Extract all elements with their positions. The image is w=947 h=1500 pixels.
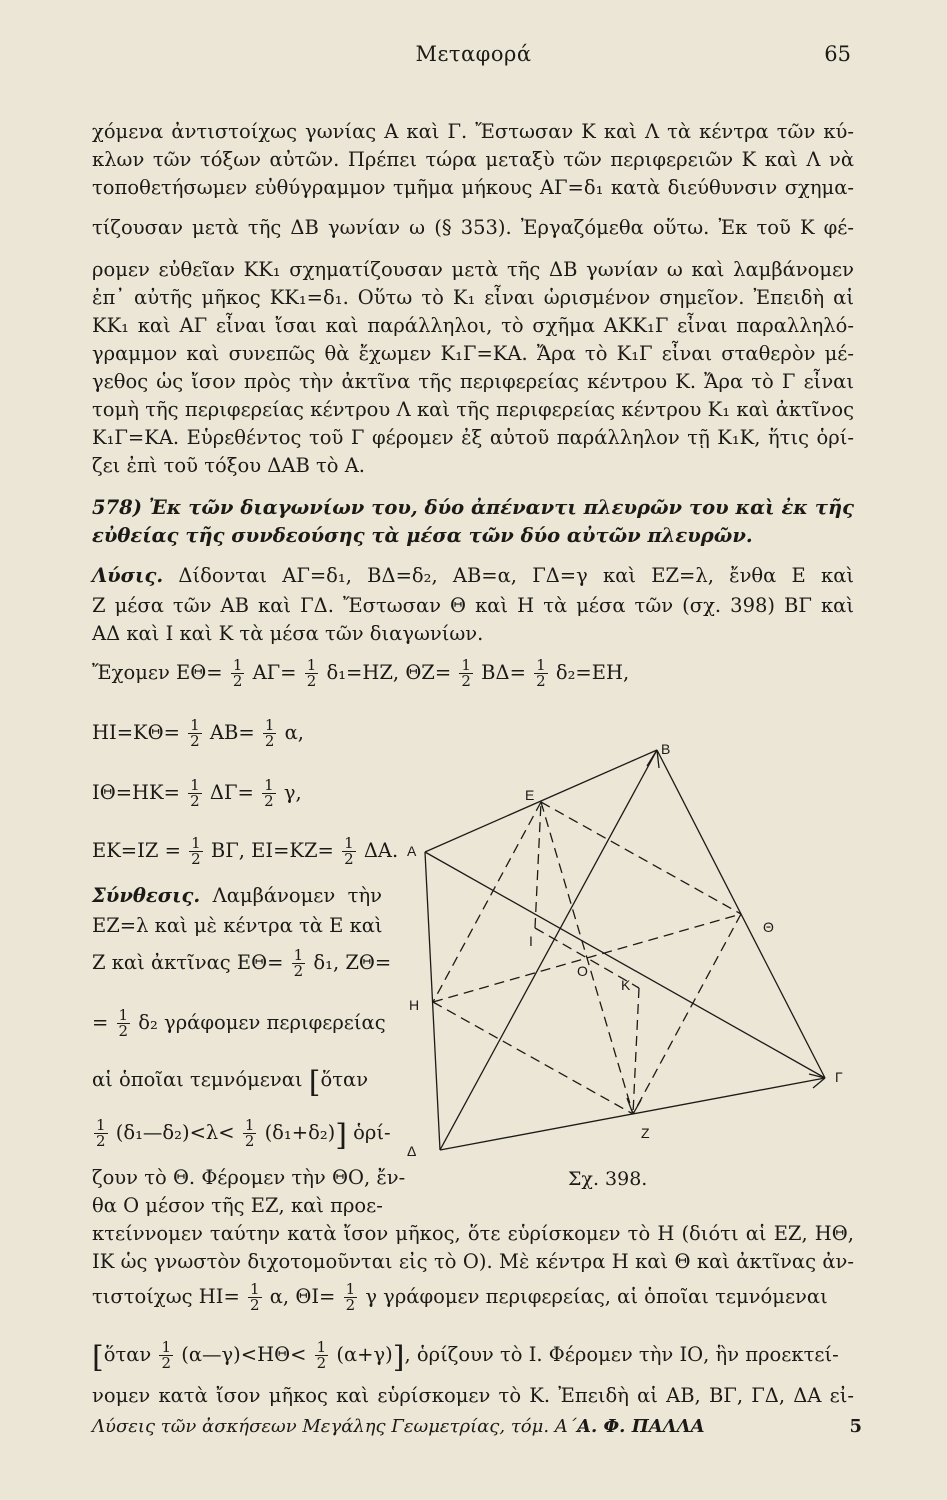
fraction-half: $\frac{1}{2}$ [118, 1006, 129, 1040]
eq-text: δ₂=ΕΗ, [555, 661, 630, 684]
text-line: Κ₁Γ=ΚΑ. Εὑρεθέντος τοῦ Γ φέρομεν ἐξ αὐτοῦ παράλληλον τῇ Κ₁Κ, ἥτις ὁρί- [92, 426, 854, 449]
text-line: νομεν κατὰ ἴσον μῆκος καὶ εὑρίσκομεν τὸ Κ. Ἐπειδὴ αἱ ΑΒ, ΒΓ, ΓΔ, ΔΑ εἰ- [92, 1384, 854, 1407]
fraction-half: $\frac{1}{2}$ [461, 656, 471, 690]
synthesis-line: ζουν τὸ Θ. Φέρομεν τὴν ΘΟ, ἔν- [92, 1166, 406, 1189]
equation-line-5 [92, 1282, 828, 1313]
synthesis-text: ὁρί- [353, 1121, 391, 1144]
fraction-half: $\frac{1}{2}$ [244, 1116, 255, 1150]
eq-text: ΙΘ=ΗΚ= [92, 781, 180, 804]
solution-text: Δίδονται ΑΓ=δ₁, ΒΔ=δ₂, ΑΒ=α, ΓΔ=γ καὶ ΕΖ=λ, ἔνθα Ε καὶ [178, 564, 855, 587]
bracket-open: [ [308, 1065, 321, 1100]
problem-heading-line1: Ἐκ τῶν διαγωνίων του, δύο ἀπέναντι πλευρῶν του καὶ ἐκ τῆς [148, 496, 854, 519]
fraction-half: $\frac{1}{2}$ [345, 1280, 356, 1314]
eq-text: τιστοίχως ΗΙ= [92, 1285, 240, 1308]
label-A: Α [407, 843, 417, 859]
label-I: I [529, 933, 533, 949]
line-IE [535, 802, 541, 928]
footer-sheet-number: 5 [849, 1416, 862, 1437]
synthesis-text: Ζ καὶ ἀκτῖνας ΕΘ= [92, 951, 284, 974]
line-KZ [633, 988, 639, 1114]
label-B: B [661, 741, 671, 757]
figure-caption: Σχ. 398. [568, 1168, 648, 1190]
solution-line: ΑΔ καὶ Ι καὶ Κ τὰ μέσα τῶν διαγωνίων. [92, 622, 484, 645]
label-Z: Z [641, 1125, 650, 1141]
solution-line: Ζ μέσα τῶν ΑΒ καὶ ΓΔ. Ἔστωσαν Θ καὶ Η τὰ μέσα τῶν (σχ. 398) ΒΓ καὶ [92, 594, 854, 617]
equation-line-4 [92, 836, 398, 867]
fraction-half: $\frac{1}{2}$ [250, 1280, 260, 1314]
diagonal-BD [440, 750, 657, 1150]
synthesis-line [92, 948, 391, 979]
fraction-half: $\frac{1}{2}$ [161, 1338, 172, 1372]
eq-text: ΒΓ, ΕΙ=ΚΖ= [210, 839, 334, 862]
eq-text: (α—γ)<ΗΘ< [181, 1343, 307, 1366]
eq-text: γ γράφομεν περιφερείας, αἱ ὁποῖαι τεμνόμεναι [365, 1285, 828, 1308]
synthesis-label: Σύνθεσις. [92, 884, 201, 907]
synthesis-text: (δ₁—δ₂)<λ< [115, 1121, 235, 1144]
synthesis-text: ὅταν [320, 1068, 369, 1091]
line-EZ [541, 802, 633, 1114]
text-line: ζει ἐπὶ τοῦ τόξου ΔΑΒ τὸ Α. [92, 454, 365, 477]
text-line: χόμενα ἀντιστοίχως γωνίας Α καὶ Γ. Ἔστωσαν Κ καὶ Λ τὰ κέντρα τῶν κύ- [92, 120, 854, 143]
fraction-half: $\frac{1}{2}$ [293, 946, 304, 980]
eq-text: , ὁρίζουν τὸ Ι. Φέρομεν τὴν ΙΟ, ἣν προεκτεί- [404, 1343, 839, 1366]
solution-label: Λύσις. [92, 564, 164, 587]
fraction-half: $\frac{1}{2}$ [96, 1116, 106, 1150]
fraction-half: $\frac{1}{2}$ [264, 776, 274, 810]
synthesis-line: ΕΖ=λ καὶ μὲ κέντρα τὰ Ε καὶ [92, 914, 383, 937]
synthesis-line [92, 1065, 369, 1100]
label-E: E [525, 787, 535, 803]
label-O: O [577, 963, 588, 979]
label-H: H [409, 997, 420, 1013]
solution-line [92, 562, 854, 590]
fraction-half: $\frac{1}{2}$ [536, 656, 546, 690]
eq-text: Ἔχομεν ΕΘ= [92, 661, 223, 684]
bracket-close: ] [335, 1118, 347, 1153]
text-line: τοποθετήσωμεν εὐθύγραμμον τμῆμα μήκους ΑΓ=δ₁ κατὰ διεύθυνσιν σχημα- [92, 176, 854, 199]
label-D: Δ [407, 1143, 417, 1159]
fraction-half: $\frac{1}{2}$ [232, 656, 243, 690]
line-THZ [633, 914, 741, 1114]
equation-line-3 [92, 778, 302, 809]
text-line: τίζουσαν μετὰ τῆς ΔΒ γωνίαν ω (§ 353). Ἐργαζόμεθα οὕτω. Ἐκ τοῦ Κ φέ- [92, 216, 854, 239]
equation-line-2 [92, 718, 304, 749]
eq-text: ΔΑ. [363, 839, 399, 862]
page-footer [92, 1416, 862, 1448]
problem-number: 578) [92, 496, 142, 519]
text-line: τομὴ τῆς περιφερείας κέντρου Λ καὶ τῆς περιφερείας κέντρου Κ₁ καὶ ἀκτῖνος [92, 398, 854, 421]
fraction-half: $\frac{1}{2}$ [190, 776, 200, 810]
eq-text: ὅταν [103, 1343, 152, 1366]
text-line: γεθος ὡς ἴσον πρὸς τὴν ἀκτῖνα τῆς περιφερείας κέντρου Κ. Ἄρα τὸ Γ εἶναι [92, 370, 854, 393]
line-EH [433, 802, 541, 1002]
label-K: K [621, 977, 631, 993]
text-line: κλων τῶν τόξων αὐτῶν. Πρέπει τώρα μεταξὺ τῶν περιφερειῶν Κ καὶ Λ νὰ [92, 148, 854, 171]
eq-text: ΒΔ= [481, 661, 526, 684]
synthesis-text: αἱ ὁποῖαι τεμνόμεναι [92, 1068, 303, 1091]
bracket-close: ] [392, 1340, 405, 1375]
bracket-open: [ [92, 1340, 104, 1375]
figure-398 [395, 720, 855, 1200]
problem-heading [92, 494, 854, 522]
equation-line-1 [92, 658, 629, 689]
synthesis-text: δ₂ γράφομεν περιφερείας [138, 1011, 386, 1034]
synthesis-text: Λαμβάνομεν τὴν [212, 884, 382, 907]
synthesis-line [92, 1116, 391, 1153]
fraction-half: $\frac{1}{2}$ [264, 716, 275, 750]
synthesis-line [92, 882, 382, 910]
eq-text: ΕΚ=ΙΖ = [92, 839, 181, 862]
line-HZ [433, 1002, 633, 1114]
side-AB [425, 750, 657, 852]
footer-book-title: Λύσεις τῶν ἀσκήσεων Μεγάλης Γεωμετρίας, τόμ. Α΄. [92, 1416, 583, 1437]
eq-text: ΗΙ=ΚΘ= [92, 721, 180, 744]
label-G: Γ [835, 1069, 843, 1085]
eq-text: (α+γ) [336, 1343, 393, 1366]
fraction-half: $\frac{1}{2}$ [191, 834, 201, 868]
text-line: γραμμον καὶ συνεπῶς θὰ ἔχωμεν Κ₁Γ=ΚΑ. Ἄρα τὸ Κ₁Γ εἶναι σταθερὸν μέ- [92, 342, 854, 365]
page-header [0, 38, 947, 78]
synthesis-line: θα Ο μέσον τῆς ΕΖ, καὶ προε- [92, 1194, 383, 1217]
page-number: 65 [824, 42, 851, 66]
label-TH: Θ [763, 919, 774, 935]
fraction-half: $\frac{1}{2}$ [306, 656, 317, 690]
synthesis-text: δ₁, ΖΘ= [313, 951, 392, 974]
fraction-half: $\frac{1}{2}$ [344, 834, 354, 868]
running-title: Μεταφορά [415, 42, 532, 66]
eq-text: α, ΘΙ= [269, 1285, 336, 1308]
fraction-half: $\frac{1}{2}$ [190, 716, 200, 750]
equation-line-6 [92, 1338, 839, 1375]
synthesis-text: = [92, 1011, 109, 1034]
diagonal-AG [425, 852, 825, 1078]
text-line: ἐπ᾿ αὐτῆς μῆκος ΚΚ₁=δ₁. Οὕτω τὸ Κ₁ εἶναι ὡρισμένον σημεῖον. Ἐπειδὴ αἱ [92, 286, 854, 309]
eq-text: ΔΓ= [209, 781, 254, 804]
eq-text: δ₁=ΗΖ, ΘΖ= [326, 661, 452, 684]
text-line: ρομεν εὐθεῖαν ΚΚ₁ σχηματίζουσαν μετὰ τῆς ΔΒ γωνίαν ω καὶ λαμβάνομεν [92, 258, 854, 281]
eq-text: ΑΒ= [209, 721, 255, 744]
text-line: ΚΚ₁ καὶ ΑΓ εἶναι ἴσαι καὶ παράλληλοι, τὸ σχῆμα ΑΚΚ₁Γ εἶναι παραλληλό- [92, 314, 854, 337]
line-ETH [541, 802, 741, 914]
text-line: κτείννομεν ταύτην κατὰ ἴσον μῆκος, ὅτε εὑρίσκομεν τὸ Η (διότι αἱ ΕΖ, ΗΘ, [92, 1222, 854, 1245]
fraction-half: $\frac{1}{2}$ [316, 1338, 327, 1372]
synthesis-line [92, 1008, 386, 1039]
text-line: ΙΚ ὡς γνωστὸν διχοτομοῦνται εἰς τὸ Ο). Μὲ κέντρα Η καὶ Θ καὶ ἀκτῖνας ἀν- [92, 1250, 854, 1273]
synthesis-text: (δ₁+δ₂) [264, 1121, 336, 1144]
problem-heading-line2: εὐθείας τῆς συνδεούσης τὰ μέσα τῶν δύο αὐτῶν πλευρῶν. [92, 524, 753, 547]
eq-text: α, [284, 721, 304, 744]
footer-author: Α. Φ. ΠΑΛΛΑ [577, 1416, 705, 1437]
eq-text: ΑΓ= [252, 661, 297, 684]
eq-text: γ, [283, 781, 302, 804]
